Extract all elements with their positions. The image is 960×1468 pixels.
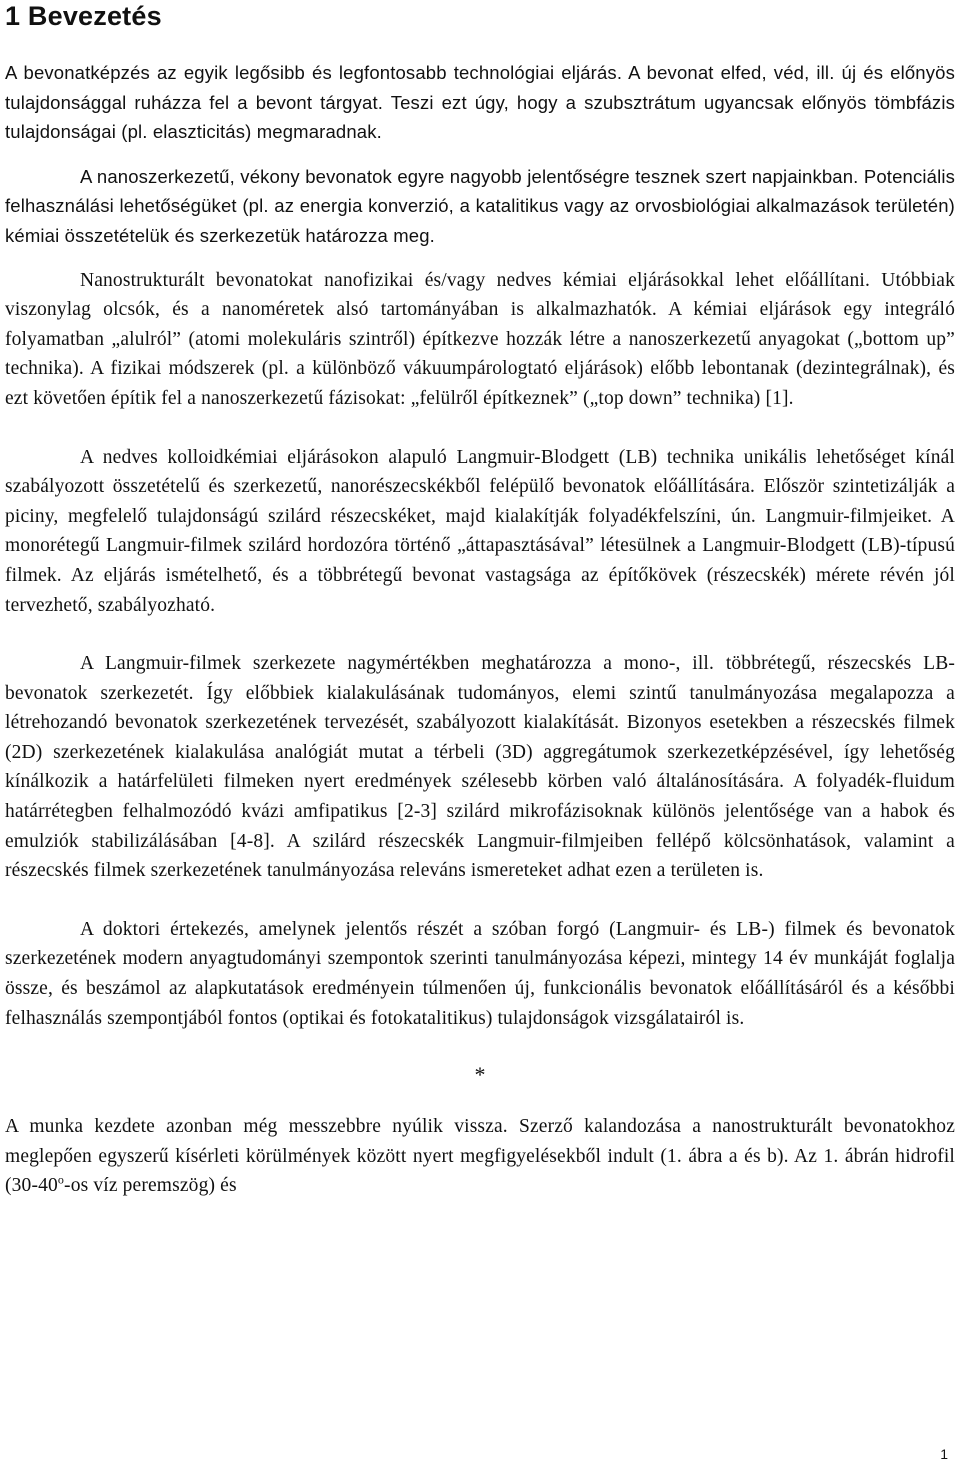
paragraph-film-structure: A Langmuir-filmek szerkezete nagymértékben meghatározza a mono-, ill. többrétegű, részecskés LB-bevonatok szerkezetét. Így előbbiek kialakulásának tudományos, elemi szintű tanulmányozása megalapozza a létrehozandó bevonatok szerkezetének tervezését, szabályozott kialakítását. Bizonyos esetekben a részecskés filmek (2D) szerkezetének kialakulása analógiát mutat a térbeli (3D) aggregátumok szerkezetképzésével, így lehetőség kínálkozik a határfelületi filmeken nyert eredmények szélesebb körben való általánosítására. A folyadék-fluidum határrétegben felhalmozódó kvázi amfipatikus [2-3] szilárd mikrofázisoknak különös jelentősége van a habok és emulziók stabilizálásában [4-8]. A szilárd részecskék Langmuir-filmjeiben fellépő kölcsönhatások, valamint a részecskés filmek szerkezetének tanulmányozása releváns ismereteket adhat ezen a területen is. <box>5 653 955 882</box>
body-text <box>5 58 955 1201</box>
paragraph-dissertation: A doktori értekezés, amelynek jelentős részét a szóban forgó (Langmuir- és LB-) filmek és bevonatok szerkezetének modern anyagtudományi szempontok szerinti tanulmányozása képezi, mintegy 14 év munkáját foglalja össze, és beszámol az alapkutatások eredményein túlmenően új, funkcionális bevonatok előállításáról és a későbbi felhasználás szempontjából fontos (optikai és fotokatalitikus) tulajdonságok vizsgálatairól is. <box>5 918 955 1029</box>
paragraph-beginning <box>5 1112 955 1201</box>
paragraph-intro: A bevonatképzés az egyik legősibb és legfontosabb technológiai eljárás. A bevonat elfed, véd, ill. új és előnyös tulajdonsággal ruházza fel a bevont tárgyat. Teszi ezt úgy, hogy a szubsztrátum ugyancsak előnyös tömbfázis tulajdonságai (pl. elaszticitás) megmaradnak. <box>5 62 955 143</box>
paragraph-methods: Nanostrukturált bevonatokat nanofizikai és/vagy nedves kémiai eljárásokkal lehet előállítani. Utóbbiak viszonylag olcsók, és a nanoméretek alsó tartományában is alkalmazhatók. A kémiai eljárások egy integráló folyamatban „alulról” (atomi molekuláris szintről) építkezve hozzák létre a nanoszerkezetű anyagokat („bottom up” technika). A fizikai módszerek (pl. a különböző vákuumpárologtató eljárások) előbb lebontanak (dezintegrálnak), és ezt követően építik fel a nanoszerkezetű fázisokat: „felülről építkeznek” („top down” technika) [1]. <box>5 269 955 409</box>
page-number: 1 <box>940 1446 948 1462</box>
paragraph-nanostructured-coatings: A nanoszerkezetű, vékony bevonatok egyre nagyobb jelentőségre tesznek szert napjainkban. Potenciális felhasználási lehetőségüket (pl. az energia konverzió, a katalitikus vagy az orvosbiológiai alkalmazások területén) kémiai összetételük és szerkezetük határozza meg. <box>5 165 955 246</box>
chapter-heading: 1 Bevezetés <box>5 1 162 31</box>
degree-superscript: o <box>57 1172 65 1187</box>
paragraph-langmuir-blodgett: A nedves kolloidkémiai eljárásokon alapuló Langmuir-Blodgett (LB) technika unikális lehetőséget kínál szabályozott összetételű és szerkezetű, nanorészecskékből felépülő bevonatok előállítására. Először szintetizálják a piciny, megfelelő tulajdonságú szilárd részecskéket, majd kialakítják folyadékfelszíni, ún. Langmuir-filmjeiket. A monorétegű Langmuir-filmek szilárd hordozóra történő „áttapasztásával” létesülnek a Langmuir-Blodgett (LB)-típusú filmek. Az eljárás ismételhető, és a többrétegű bevonat vastagsága az építőkövek (részecskék) mérete révén jól tervezhető, szabályozható. <box>5 446 955 616</box>
paragraph-beginning-text-end: -os víz peremszög) és <box>64 1175 237 1197</box>
paragraph-beginning-text: A munka kezdete azonban még messzebbre nyúlik vissza. Szerző kalandozása a nanostrukturált bevonatokhoz meglepően egyszerű kísérleti körülmények között nyert megfigyelésekből indult (1. ábra a és b). Az 1. ábrán hidrofil (30-40 <box>5 1116 955 1197</box>
section-separator: * <box>474 1062 486 1088</box>
